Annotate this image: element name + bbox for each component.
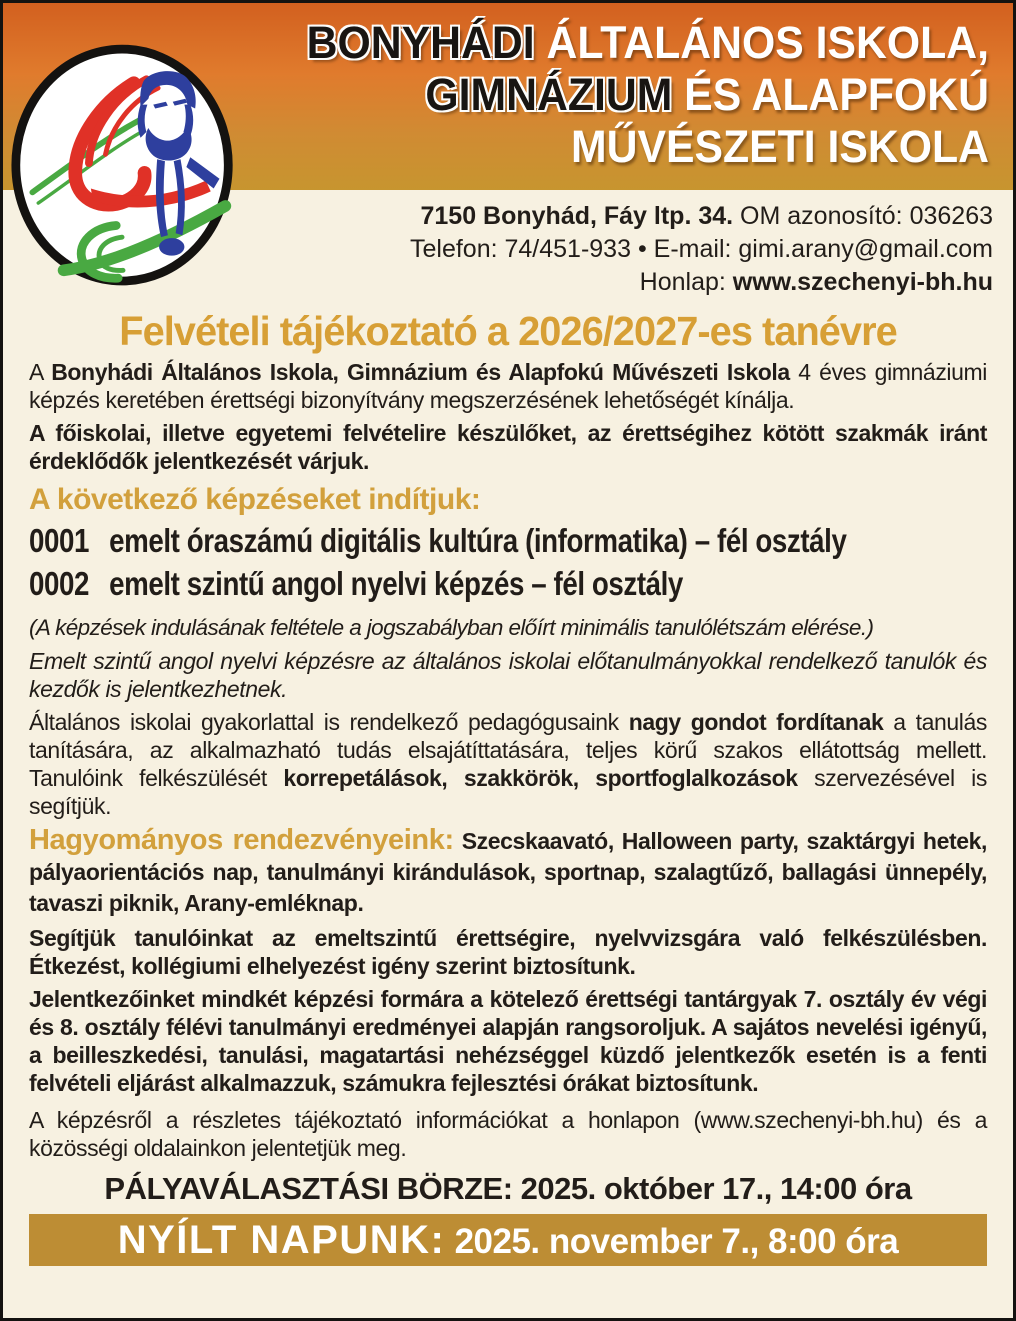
pedagogy-paragraph bbox=[29, 708, 987, 820]
support-paragraph: Segítjük tanulóinkat az emeltszintű érettségire, nyelvvizsgára való felkészülésben. Étkezést, kollégiumi elhelyezést igény szerint biztosítunk. bbox=[29, 925, 987, 979]
pedagogy-bold: nagy gondot fordítanak bbox=[628, 709, 884, 735]
intro-paragraph bbox=[29, 358, 987, 414]
admission-call-paragraph: A főiskolai, illetve egyetemi felvételire készülőket, az érettségihez kötött szakmák iránt érdeklődők jelentkezését várjuk. bbox=[29, 420, 987, 474]
course-code: 0002 bbox=[29, 565, 89, 602]
header-title-line-2 bbox=[290, 69, 989, 121]
intro-text: A bbox=[29, 359, 52, 385]
header-title-light-part: MŰVÉSZETI ISKOLA bbox=[570, 121, 989, 172]
contact-address: 7150 Bonyhád, Fáy ltp. 34. bbox=[420, 202, 734, 230]
header-title-light-part: ÁLTALÁNOS ISKOLA, bbox=[534, 17, 989, 68]
header-title-dark-part: GIMNÁZIUM bbox=[425, 69, 673, 120]
english-course-note: Emelt szintű angol nyelvi képzésre az általános iskolai előtanulmányokkal rendelkező tanulók és kezdők is jelentkezhetnek. bbox=[29, 648, 987, 702]
open-day-banner bbox=[29, 1214, 987, 1266]
course-item bbox=[29, 520, 847, 562]
contact-homepage-label: Honlap: bbox=[639, 268, 733, 296]
contact-om-id: OM azonosító: 036263 bbox=[733, 202, 993, 230]
bullet-separator: • bbox=[631, 235, 654, 263]
header-title-dark-part: BONYHÁDI bbox=[306, 17, 535, 68]
contact-phone: Telefon: 74/451-933 bbox=[409, 235, 631, 263]
career-fair-line: PÁLYAVÁLASZTÁSI BÖRZE: 2025. október 17., 14:00 óra bbox=[104, 1171, 912, 1206]
courses-heading: A következő képzéseket indítjuk: bbox=[29, 483, 481, 516]
info-paragraph: A képzésről a részletes tájékoztató információkat a honlapon (www.szechenyi-bh.hu) és a közösségi oldalainkon jelentetjük meg. bbox=[29, 1107, 987, 1161]
pedagogy-bold: korrepetálások, szakkörök, sportfoglalkozások bbox=[283, 765, 798, 791]
main-content bbox=[3, 309, 1013, 1266]
pedagogy-text: szervezésével is segítjük. bbox=[29, 765, 987, 819]
header-title-line-1 bbox=[290, 17, 989, 69]
school-name-bold: Bonyhádi Általános Iskola, Gimnázium és Alapfokú Művészeti Iskola bbox=[51, 359, 790, 385]
header-title-light-part: ÉS ALAPFOKÚ bbox=[672, 69, 989, 120]
ranking-paragraph: Jelentkezőinket mindkét képzési formára a kötelező érettségi tantárgyak 7. osztály év végi és 8. osztály félévi tanulmányi eredményei alapján rangsoroljuk. A sajátos nevelési igényű, a beilleszkedési, tanulási, magatartási nehézséggel küzdő jelentkezők esetén is a fenti felvételi eljárást alkalmazzuk, számukra fejlesztési órákat biztosítunk. bbox=[29, 986, 987, 1096]
events-list: Szecskaavató, Halloween party, szaktárgyi hetek, pályaorientációs nap, tanulmányi kirándulások, sportnap, szalagtűző, ballagási ünnepély, tavaszi piknik, Arany-emléknap. bbox=[29, 828, 988, 916]
course-item bbox=[29, 563, 834, 605]
header-title-line-3 bbox=[290, 121, 989, 173]
pedagogy-text: a tanulás tanítására, az alkalmazható tudás elsajátíttatására, teljes körű szakos ellátottság mellett. Tanulóink felkészülését bbox=[29, 709, 987, 791]
contact-homepage-url: www.szechenyi-bh.hu bbox=[732, 268, 993, 296]
open-day-label: NYÍLT NAPUNK: bbox=[117, 1218, 446, 1262]
course-code: 0001 bbox=[29, 522, 89, 559]
course-label: emelt óraszámú digitális kultúra (informatika) – fél osztály bbox=[109, 522, 847, 559]
events-paragraph bbox=[29, 825, 987, 919]
pedagogy-text: Általános iskolai gyakorlattal is rendelkező pedagógusaink bbox=[29, 709, 629, 735]
open-day-date: 2025. november 7., 8:00 óra bbox=[445, 1222, 899, 1261]
course-label: emelt szintű angol nyelvi képzés – fél osztály bbox=[109, 565, 683, 602]
main-title: Felvételi tájékoztató a 2026/2027-es tanévre bbox=[119, 308, 897, 354]
events-heading: Hagyományos rendezvényeink: bbox=[29, 824, 454, 856]
school-logo bbox=[9, 43, 239, 291]
minimum-enrollment-note: (A képzések indulásának feltétele a jogszabályban előírt minimális tanulólétszám elérése.) bbox=[29, 615, 874, 640]
contact-email: E-mail: gimi.arany@gmail.com bbox=[653, 235, 993, 263]
intro-text: 4 éves gimnáziumi képzés keretében érettségi bizonyítvány megszerzésének lehetőségét kínálja. bbox=[29, 359, 987, 413]
